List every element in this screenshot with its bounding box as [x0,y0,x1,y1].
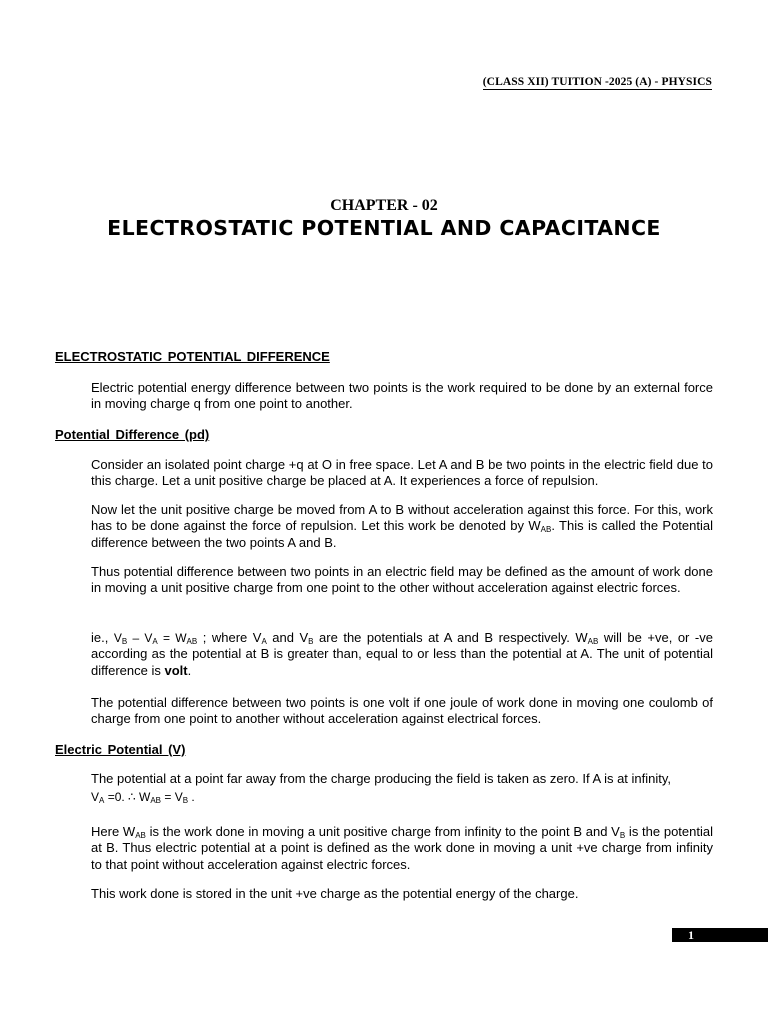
running-header: (CLASS XII) TUITION -2025 (A) - PHYSICS [482,76,712,88]
text-segment: . This is called the Potential difference between the two points A and B. [91,518,714,550]
subscript: AB [587,637,599,646]
paragraph-work-against-repulsion [91,502,713,551]
text-segment: will be +ve, or -ve according as the potential at B is greater than, equal to or less than the potential at A. The unit of potential difference is [91,630,713,678]
chapter-number: CHAPTER - 02 [330,197,438,214]
section-heading-potential-difference: ELECTROSTATIC POTENTIAL DIFFERENCE [55,349,330,364]
paragraph-electric-potential-definition [91,824,713,873]
page-number: 1 [672,928,768,942]
paragraph-potential-at-infinity [91,771,713,807]
text-segment: Here W [91,824,136,839]
paragraph-pd-definition: Thus potential difference between two points in an electric field may be defined as the amount of work done in moving a unit positive charge from one point to the other without acceleration against electric forces. [91,564,713,596]
symbol-vb: and $V_B$ [266,630,314,646]
section-heading-pd: Potential Difference (pd) [55,427,210,442]
bold-term-volt: volt [164,662,188,678]
paragraph-potential-energy-difference: Electric potential energy difference between two points is the work required to be done by an external force in moving charge q from one point to another. [91,380,713,412]
text-segment: ; where [197,630,248,645]
text-segment: Now let the unit positive charge be moved from A to B without acceleration against this force. For this, work has to be done against the force of repulsion. Let this work be denoted by W [91,502,713,534]
paragraph-pd-formula: ie., $V_B - V_A = W_{AB}$ ; where $V_A$ and $V_B$ are the potentials at A and B respectively. $W_{AB}$ will be +ve, or -ve according as the potential at B is greater than, equal to or less than the potential at A. The unit of potential difference is volt. [91,630,713,678]
section-heading-electric-potential: Electric Potential (V) [55,742,186,757]
text-segment: ie., [91,630,109,645]
formula-vb-minus-va: $V_B - V_A = W_{AB}$ [113,631,198,646]
text-segment: The potential at a point far away from the charge producing the field is taken as zero. If A is at infinity, [91,771,672,786]
text-segment: is the potential at B. Thus electric potential at a point is defined as the work done in moving a unit +ve charge from infinity to that point without acceleration against electric forces. [91,824,714,872]
paragraph-one-volt-definition: The potential difference between two points is one volt if one joule of work done in moving one coulomb of charge from one point to another without acceleration against electrical forces. [91,695,713,727]
paragraph-potential-energy-stored: This work done is stored in the unit +ve charge as the potential energy of the charge. [91,886,579,901]
subscript: AB [540,525,552,535]
subscript: AB [135,831,146,840]
text-segment: is the work done in moving a unit positive charge from infinity to the point B and V [145,824,620,839]
symbol-va: $V_A$ [252,630,267,646]
paragraph-isolated-charge: Consider an isolated point charge +q at O in free space. Let A and B be two points in the electric field due to this charge. Let a unit positive charge be placed at A. It experiences a force of repulsion. [91,457,713,489]
subscript: B [619,831,626,840]
chapter-title: ELECTROSTATIC POTENTIAL AND CAPACITANCE [107,216,661,240]
formula-va-zero: $V_A =0$. ∴ $W_{AB} = V_B$ . [91,790,195,806]
text-segment: are the potentials at A and B respectively. W [313,630,588,645]
